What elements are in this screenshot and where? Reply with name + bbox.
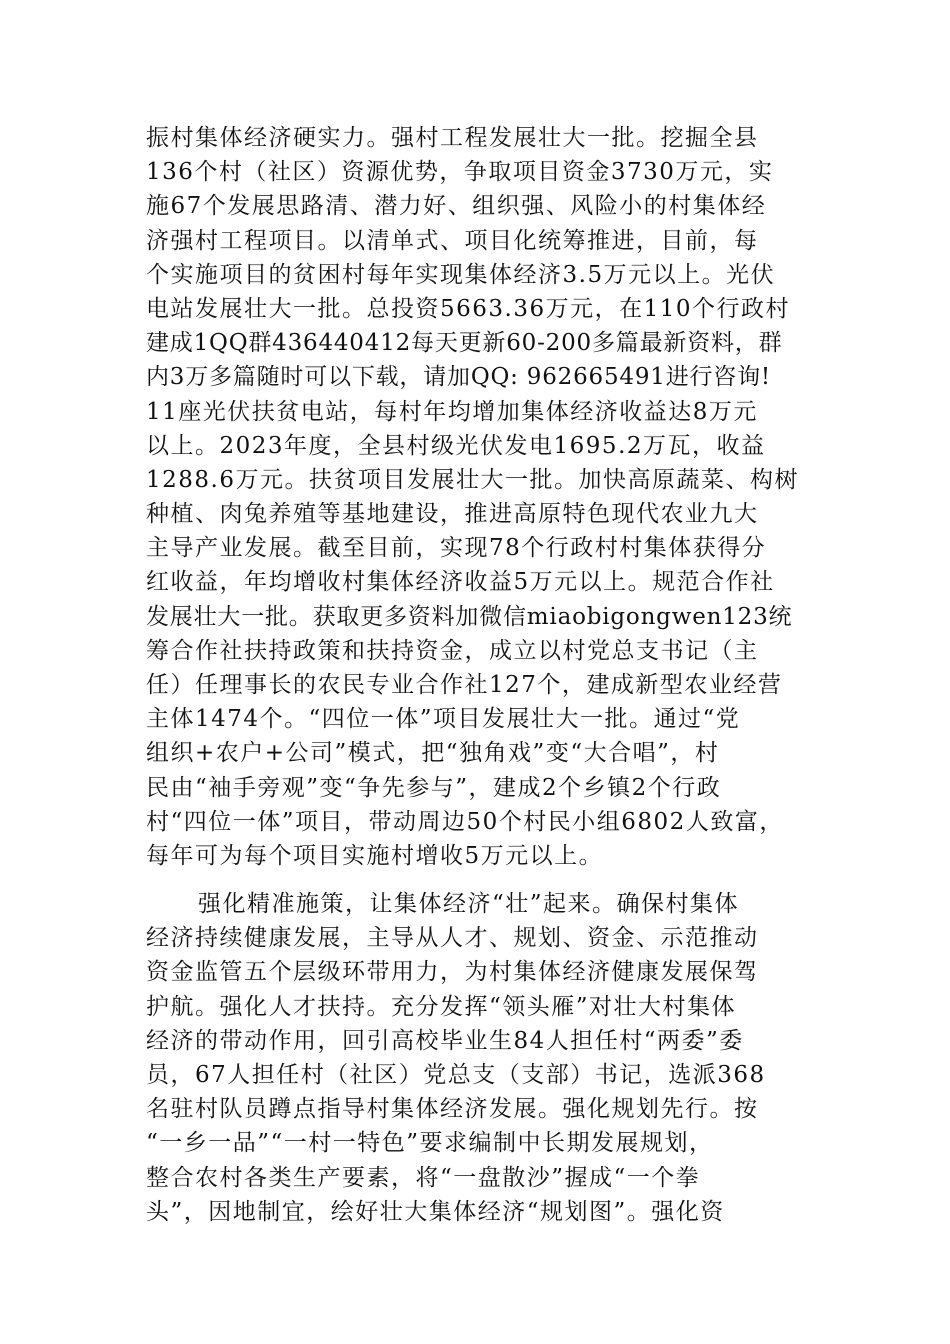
text-line: 内3万多篇随时可以下载，请加QQ: 962665491进行咨询! xyxy=(146,364,771,391)
text-line: 建成1QQ群436440412每天更新60-200多篇最新资料，群 xyxy=(146,330,783,357)
text-line: 发展壮大一批。获取更多资料加微信miaobigongwen123统 xyxy=(146,603,793,630)
text-line: 种植、肉兔养殖等基地建设，推进高原特色现代农业九大 xyxy=(146,501,759,528)
text-line: 筹合作社扶持政策和扶持资金，成立以村党总支书记（主 xyxy=(146,637,759,664)
text-line: 经济的带动作用，回引高校毕业生84人担任村“两委”委 xyxy=(146,1027,744,1054)
paragraph-2 xyxy=(146,887,826,1229)
text-line: 个实施项目的贫困村每年实现集体经济3.5万元以上。光伏 xyxy=(146,261,776,288)
text-line: 名驻村队员蹲点指导村集体经济发展。强化规划先行。按 xyxy=(146,1096,759,1123)
text-line: 施67个发展思路清、潜力好、组织强、风险小的村集体经 xyxy=(146,193,767,220)
text-line: 组织+农户+公司”模式，把“独角戏”变“大合唱”，村 xyxy=(146,740,720,767)
text-line: 整合农村各类生产要素，将“一盘散沙”握成“一个拳 xyxy=(146,1164,701,1191)
text-line: 电站发展壮大一批。总投资5663.36万元，在110个行政村 xyxy=(146,295,791,322)
text-line: 振村集体经济硬实力。强村工程发展壮大一批。挖掘全县 xyxy=(146,125,759,151)
text-line: 每年可为每个项目实施村增收5万元以上。 xyxy=(146,842,604,869)
text-line: 以上。2023年度，全县村级光伏发电1695.2万瓦，收益 xyxy=(146,432,766,459)
text-line: 资金监管五个层级环带用力，为村集体经济健康发展保驾 xyxy=(146,959,759,986)
text-line: 村“四位一体”项目，带动周边50个村民小组6802人致富， xyxy=(146,808,784,835)
text-line: 经济持续健康发展，主导从人才、规划、资金、示范推动 xyxy=(146,925,759,952)
text-line: 头”，因地制宜，绘好壮大集体经济“规划图”。强化资 xyxy=(146,1198,725,1225)
text-line: 护航。强化人才扶持。充分发挥“领头雁”对壮大村集体 xyxy=(146,993,737,1020)
text-line: 136个村（社区）资源优势，争取项目资金3730万元，实 xyxy=(146,159,774,186)
text-line: 强化精准施策，让集体经济“壮”起来。确保村集体 xyxy=(198,891,740,917)
text-line: 主体1474个。“四位一体”项目发展壮大一批。通过“党 xyxy=(146,706,741,733)
text-line: 员，67人担任村（社区）党总支（支部）书记，选派368 xyxy=(146,1061,766,1088)
text-line: 民由“袖手旁观”变“争先参与”，建成2个乡镇2个行政 xyxy=(146,774,722,801)
text-line: 任）任理事长的农民专业合作社127个，建成新型农业经营 xyxy=(146,672,783,698)
paragraph-1 xyxy=(146,121,826,873)
text-line: 11座光伏扶贫电站，每村年均增加集体经济收益达8万元 xyxy=(146,398,758,425)
text-line: 红收益，年均增收村集体经济收益5万元以上。规范合作社 xyxy=(146,569,775,596)
text-line: 主导产业发展。截至目前，实现78个行政村村集体获得分 xyxy=(146,535,767,562)
text-line: “一乡一品”“一村一特色”要求编制中长期发展规划， xyxy=(146,1130,714,1157)
text-line: 济强村工程项目。以清单式、项目化统筹推进，目前，每 xyxy=(146,227,759,254)
text-line: 1288.6万元。扶贫项目发展壮大一批。加快高原蔬菜、构树 xyxy=(146,466,799,493)
